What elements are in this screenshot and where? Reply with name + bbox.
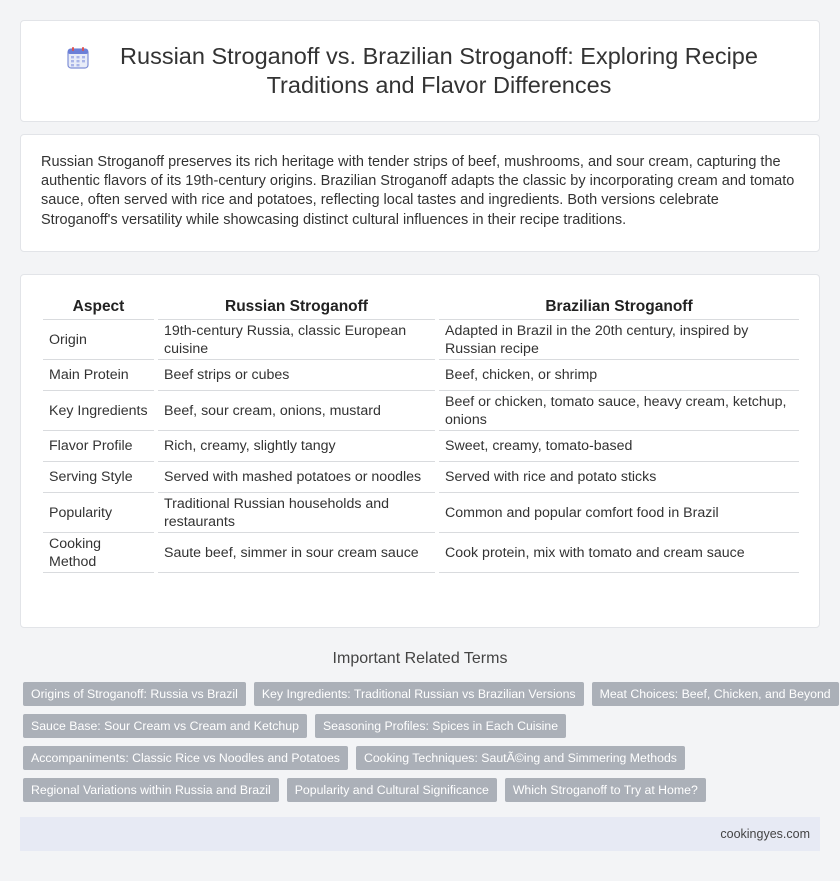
related-terms — [23, 682, 831, 810]
calendar-icon — [66, 46, 90, 70]
summary-card — [20, 134, 820, 252]
related-terms-title: Important Related Terms — [332, 650, 508, 667]
cell-russian: Served with mashed potatoes or noodles — [158, 462, 435, 493]
cell-brazilian: Served with rice and potato sticks — [439, 462, 799, 493]
related-term-tag[interactable]: Meat Choices: Beef, Chicken, and Beyond — [592, 682, 839, 706]
cell-russian: Rich, creamy, slightly tangy — [158, 431, 435, 462]
table-header-row — [43, 295, 799, 320]
cell-aspect: Cooking Method — [43, 533, 154, 573]
cell-brazilian: Beef, chicken, or shrimp — [439, 360, 799, 391]
related-term-tag[interactable]: Origins of Stroganoff: Russia vs Brazil — [23, 682, 246, 706]
cell-aspect: Key Ingredients — [43, 391, 154, 431]
cell-aspect: Serving Style — [43, 462, 154, 493]
cell-russian: Beef, sour cream, onions, mustard — [158, 391, 435, 431]
cell-russian: Traditional Russian households and restaurants — [158, 493, 435, 533]
cell-aspect: Popularity — [43, 493, 154, 533]
cell-brazilian: Sweet, creamy, tomato-based — [439, 431, 799, 462]
page-title: Russian Stroganoff vs. Brazilian Stroganoff: Exploring Recipe Traditions and Flavor Differences — [120, 43, 758, 98]
header-aspect: Aspect — [43, 295, 154, 320]
cell-russian: Beef strips or cubes — [158, 360, 435, 391]
related-term-tag[interactable]: Sauce Base: Sour Cream vs Cream and Ketchup — [23, 714, 307, 738]
related-term-tag[interactable]: Which Stroganoff to Try at Home? — [505, 778, 706, 802]
related-term-tag[interactable]: Seasoning Profiles: Spices in Each Cuisine — [315, 714, 566, 738]
comparison-card — [20, 274, 820, 628]
cell-aspect: Origin — [43, 320, 154, 360]
table-row — [43, 360, 799, 391]
cell-russian: 19th-century Russia, classic European cuisine — [158, 320, 435, 360]
footer-site-link[interactable]: cookingyes.com — [720, 827, 810, 841]
cell-aspect: Main Protein — [43, 360, 154, 391]
cell-brazilian: Common and popular comfort food in Brazil — [439, 493, 799, 533]
cell-aspect: Flavor Profile — [43, 431, 154, 462]
footer — [20, 817, 820, 851]
header-russian: Russian Stroganoff — [158, 295, 435, 320]
related-term-tag[interactable]: Cooking Techniques: SautÃ©ing and Simmering Methods — [356, 746, 685, 770]
table-row — [43, 462, 799, 493]
table-row — [43, 320, 799, 360]
header-brazilian: Brazilian Stroganoff — [439, 295, 799, 320]
table-row — [43, 493, 799, 533]
table-row — [43, 391, 799, 431]
table-row — [43, 533, 799, 573]
title-wrap — [36, 42, 804, 100]
cell-brazilian: Beef or chicken, tomato sauce, heavy cream, ketchup, onions — [439, 391, 799, 431]
related-term-tag[interactable]: Key Ingredients: Traditional Russian vs Brazilian Versions — [254, 682, 584, 706]
related-term-tag[interactable]: Regional Variations within Russia and Brazil — [23, 778, 279, 802]
table-row — [43, 431, 799, 462]
related-term-tag[interactable]: Popularity and Cultural Significance — [287, 778, 497, 802]
cell-brazilian: Adapted in Brazil in the 20th century, inspired by Russian recipe — [439, 320, 799, 360]
title-card — [20, 20, 820, 122]
summary-text: Russian Stroganoff preserves its rich heritage with tender strips of beef, mushrooms, and sour cream, capturing the authentic flavors of its 19th-century origins. Brazilian Stroganoff adapts the classic by incorporating cream and tomato sauce, often served with rice and potatoes, reflecting local tastes and ingredients. Both versions celebrate Stroganoff's versatility while showcasing distinct cultural influences in their recipe traditions. — [41, 154, 795, 228]
cell-russian: Saute beef, simmer in sour cream sauce — [158, 533, 435, 573]
cell-brazilian: Cook protein, mix with tomato and cream sauce — [439, 533, 799, 573]
related-term-tag[interactable]: Accompaniments: Classic Rice vs Noodles and Potatoes — [23, 746, 348, 770]
comparison-table — [43, 295, 799, 573]
